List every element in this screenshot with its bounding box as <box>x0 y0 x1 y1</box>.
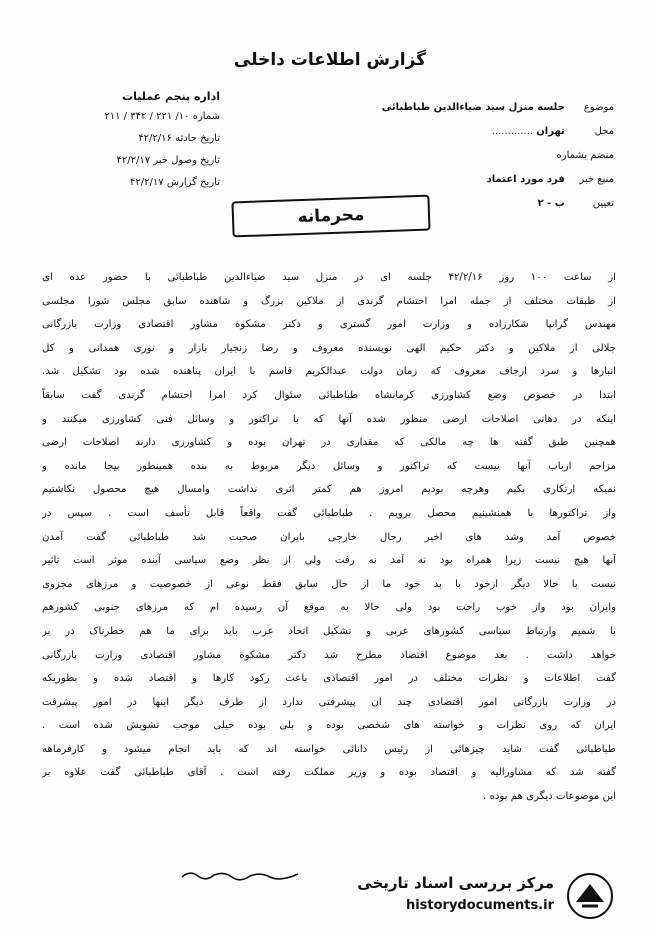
watermark-url: historydocuments.ir <box>405 898 554 913</box>
attachment-row <box>284 144 614 168</box>
body-line: اینکه در دهاتی اصلاحات ارضی منظور شده آنها که با تراکتور و وسائل فنی کشاورزی میکنند و <box>42 413 616 425</box>
place-dots: ............. <box>491 126 534 137</box>
body-line: نمیکه ارتکاری بکیم وهرچه بودیم امروز هم کمتر اثری نداشت وامسال هیچ محصول نکاشتیم <box>42 484 616 496</box>
body-line: گفت اطلاعات و نظرات مختلف در امور اقتصادی باعث رکود کارها و اقتصاد شده و بطوریکه <box>42 673 616 685</box>
source-label: منبع خبر <box>579 174 614 185</box>
body-line: این موضوعات دیگری هم بوده . <box>483 791 616 803</box>
body-line: با شمیم وارتباط سیاسی کشورهای عربی و تشکیل اتحاد عرب باید برای ما هم خطرناک در بر <box>42 625 616 637</box>
subject-value: جلسه منزل سید ضیاءالدین طباطبائی <box>381 102 565 113</box>
body-line: از ساعت ۱۰۰ روز ۴۲/۲/۱۶ جلسه ای در منزل سید ضیاءالدین طباطبائی با حضور عده ای <box>42 272 616 283</box>
attachment-label: منضم بشماره <box>556 150 614 161</box>
body-line: همچنین طبق گفته ها چه مالکی که مقداری در تهران بوده و کشاورزی دارند اصلاحات ارضی <box>42 437 616 449</box>
confidential-stamp: محرمانه <box>231 195 430 238</box>
place-label: محل <box>594 126 614 137</box>
body-line: مزاحم ارباب آنها نیست که تراکتور و وسائل دیگر مربوط به بنده همینطور بیجا مانده و <box>42 460 616 472</box>
report-body <box>42 266 616 809</box>
evaluation-value: ب - ۲ <box>537 198 565 209</box>
watermark <box>314 872 614 922</box>
source-row <box>284 168 614 192</box>
source-value: فرد مورد اعتماد <box>486 174 565 185</box>
body-line: جلالی از ملاکین و دکتر حکیم الهی نویسنده معروف و رضا زنجیار بازار و نوری همدانی و کل <box>42 342 616 354</box>
body-line: واز تراکتورها با همنشینیم محصل برویم . طباطبائی گفت واقعاً قابل تأسف است . سپس در <box>42 507 616 519</box>
report-title: گزارش اطلاعات داخلی <box>233 50 427 70</box>
body-line: خصوص آمد وشد های اخیر رجال خارجی بایران صحبت شد طباطبائی گفت آمدن <box>42 531 616 543</box>
body-line: مهندس گرانپا شکارزاده و وزارت امور گستری و دکتر مشکوة مشاور اقتصادی وزارت بازرگانی <box>42 319 616 331</box>
body-line: گفته شد که مشاورالیه و اقتصاد بوده و وزیر مملکت رفته است . آقای طباطبائی گفت علاوه بر <box>42 767 616 779</box>
received-date: تاریخ وصول خبر ۴۲/۲/۱۷ <box>116 155 220 166</box>
left-metadata <box>40 88 220 194</box>
document-number: شماره ۱۰/ ۲۲۱ / ۳۴۲ / ۲۱۱ <box>104 111 220 122</box>
place-row <box>284 120 614 144</box>
body-line: ایران که روی نظرات و خواسته های شخصی بوده و بلی بوده خیلی موجب تشویش شده است . <box>42 720 616 732</box>
archive-logo-icon <box>566 872 614 920</box>
watermark-text: مرکز بررسی اسناد تاریخی <box>357 874 554 892</box>
subject-row <box>284 96 614 120</box>
subject-label: موضوع <box>583 102 614 113</box>
place-value: تهران <box>536 126 565 137</box>
signature-scribble <box>180 868 300 882</box>
body-line: انبارها و سرد ارجاف معروف که زمان دولت عبدالکریم قاسم با ایران پناهنده شده بود تشکیل شد. <box>42 366 616 378</box>
body-line: در وزارت بازرگانی امور اقتصادی چند ان پیشرفتی ندارد از طرف دیگر اینها در امور پیشرفت <box>42 696 616 708</box>
body-line: نیست با حالا دیگر ازخود با بد خود ما از حال سابق فقط نوعی از خصوصیت و مرزهای مجزوی <box>42 578 616 590</box>
body-line: طباطبائی گفت شاید چیزهائی از رئیس دانائی خواسته اند که باید انجام میشود و کارفرماهه <box>42 743 616 755</box>
report-date: تاریخ گزارش ۴۲/۲/۱۷ <box>130 177 220 188</box>
evaluation-label: تعیین <box>592 198 614 209</box>
body-line: از طبقات مختلف از جمله امرا احتشام گرندی از ملاکین بزرگ و شاهنده سابق مجلس شورا مجلسی <box>42 295 616 307</box>
body-line: وایران بود واز خوب راحت بود ولی حالا به موقع آن رسیده ام که مرزهای جنوبی کشورهم <box>42 602 616 614</box>
department: اداره پنجم عملیات <box>122 90 220 103</box>
body-line: ابتدا در خصوص وضع کشاورزی کرمانشاه طباطبائی سئوال کرد امرا احتشام گرندی گفت سابقاً <box>42 389 616 401</box>
body-line: آنها هیچ نیست زیرا همراه بود نه آمد نه رفت ولی از نظر وضع سیاسی آینده موثر است تاثیر <box>42 555 616 567</box>
body-line: خواهد داشت . بعد موضوع اقتصاد مطرح شد دکتر مشکوة مشاور اقتصادی وزارت بازرگانی <box>42 649 616 661</box>
incident-date: تاریخ حادثه ۴۲/۲/۱۶ <box>138 133 220 144</box>
